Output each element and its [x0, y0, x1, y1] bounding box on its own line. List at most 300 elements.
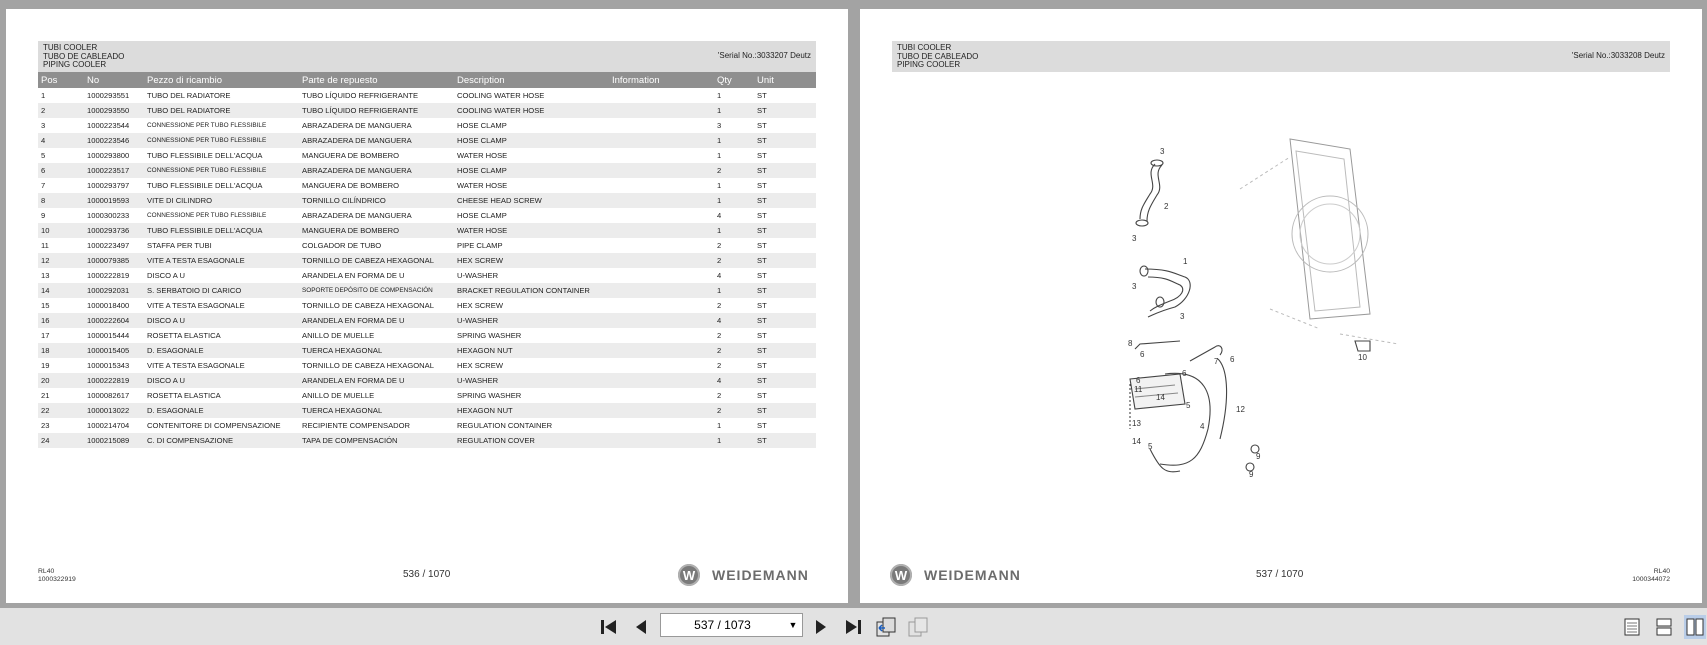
first-page-icon [600, 619, 618, 635]
two-page-view-button[interactable] [1684, 615, 1706, 639]
callout-label: 6 [1136, 376, 1141, 385]
table-cell: D. ESAGONALE [144, 403, 299, 418]
table-cell: VITE DI CILINDRO [144, 193, 299, 208]
table-row [38, 418, 816, 433]
table-cell [609, 268, 714, 283]
table-row [38, 373, 816, 388]
table-cell: 24 [38, 433, 84, 448]
table-cell: 1 [714, 223, 754, 238]
table-cell: 16 [38, 313, 84, 328]
table-cell: ST [757, 151, 767, 160]
table-cell: PIPE CLAMP [457, 241, 503, 250]
column-header: Pos [38, 72, 84, 88]
forward-view-button[interactable] [906, 615, 930, 639]
table-row [38, 193, 816, 208]
table-cell: TUERCA HEXAGONAL [299, 403, 454, 418]
prev-page-button[interactable] [632, 617, 650, 637]
table-cell: CHEESE HEAD SCREW [454, 193, 609, 208]
callout-label: 5 [1186, 401, 1191, 410]
callout-label: 12 [1236, 405, 1245, 414]
table-cell: ST [754, 193, 816, 208]
serial-number: 'Serial No.:3033207 Deutz [717, 51, 811, 60]
prev-page-icon [634, 619, 648, 635]
back-view-button[interactable] [874, 615, 898, 639]
table-cell: VITE A TESTA ESAGONALE [147, 361, 245, 370]
table-row [38, 433, 816, 448]
brand-name: WEIDEMANN [712, 567, 809, 583]
header-title-en: PIPING COOLER [43, 60, 107, 69]
table-cell: 22 [38, 403, 84, 418]
table-cell: CONNESSIONE PER TUBO FLESSIBILE [144, 133, 299, 148]
table-cell: ST [757, 361, 767, 370]
table-cell: MANGUERA DE BOMBERO [302, 181, 400, 190]
weidemann-logo-icon: W [890, 564, 912, 586]
table-cell: TORNILLO DE CABEZA HEXAGONAL [302, 301, 434, 310]
column-header: Unit [754, 72, 816, 88]
table-cell: TUBO LÍQUIDO REFRIGERANTE [302, 91, 419, 100]
table-row [38, 223, 816, 238]
table-cell: COOLING WATER HOSE [457, 91, 545, 100]
callout-label: 10 [1358, 353, 1367, 362]
column-header: Description [454, 72, 609, 88]
table-cell: 4 [717, 271, 722, 280]
table-cell: ABRAZADERA DE MANGUERA [299, 163, 454, 178]
table-cell: 1000223497 [87, 241, 130, 250]
chevron-down-icon[interactable]: ▼ [788, 620, 798, 630]
table-cell: CONTENITORE DI COMPENSAZIONE [147, 421, 281, 430]
table-cell: HEXAGON NUT [454, 343, 609, 358]
table-row [38, 283, 816, 298]
column-header: No [84, 72, 144, 88]
table-cell: COOLING WATER HOSE [454, 103, 609, 118]
table-cell: VITE A TESTA ESAGONALE [144, 253, 299, 268]
table-cell: HOSE CLAMP [454, 163, 609, 178]
table-cell [609, 298, 714, 313]
table-cell: 2 [717, 331, 722, 340]
callout-label: 5 [1148, 442, 1153, 451]
table-cell: 4 [714, 373, 754, 388]
header-title-it: TUBI COOLER [43, 43, 98, 52]
table-cell: RECIPIENTE COMPENSADOR [302, 421, 411, 430]
table-cell [609, 148, 714, 163]
serial-number: 'Serial No.:3033208 Deutz [1571, 51, 1665, 60]
table-cell: 4 [38, 133, 84, 148]
table-cell: 18 [38, 343, 84, 358]
table-cell: 1000293551 [87, 91, 130, 100]
table-cell: 4 [717, 211, 722, 220]
table-cell: REGULATION COVER [454, 433, 609, 448]
exploded-diagram [1120, 129, 1420, 539]
table-cell: 2 [717, 391, 722, 400]
table-cell [609, 163, 714, 178]
table-cell: 23 [41, 421, 50, 430]
table-cell: TUBO FLESSIBILE DELL'ACQUA [144, 223, 299, 238]
table-cell: 2 [38, 103, 84, 118]
table-cell: ST [757, 391, 767, 400]
table-cell [609, 418, 714, 433]
two-page-icon [1686, 618, 1704, 636]
column-header: Qty [714, 72, 754, 88]
table-cell [609, 208, 714, 223]
table-cell: 1000082617 [87, 391, 130, 400]
column-header: Information [609, 72, 714, 88]
callout-label: 6 [1230, 355, 1235, 364]
table-row [38, 178, 816, 193]
table-cell: 1000214704 [87, 421, 130, 430]
column-header: Pezzo di ricambio [144, 72, 299, 88]
table-cell: 2 [714, 403, 754, 418]
doc-number: 1000344072 [1632, 576, 1670, 583]
table-cell: 2 [717, 241, 722, 250]
hose-5 [1150, 449, 1180, 472]
last-page-button[interactable] [842, 617, 864, 637]
page-number-value: 537 / 1073 [694, 618, 751, 632]
table-cell: DISCO A U [144, 313, 299, 328]
table-cell [609, 388, 714, 403]
table-cell: 14 [38, 283, 84, 298]
table-cell: C. DI COMPENSAZIONE [144, 433, 299, 448]
table-cell: 1000222819 [87, 271, 130, 280]
table-cell: HEX SCREW [454, 253, 609, 268]
table-cell: ARANDELA EN FORMA DE U [299, 313, 454, 328]
table-cell: HOSE CLAMP [454, 133, 609, 148]
table-cell: 13 [41, 271, 50, 280]
right-page [860, 9, 1702, 603]
callout-label: 13 [1132, 419, 1141, 428]
table-cell: SPRING WASHER [457, 331, 522, 340]
table-row [38, 388, 816, 403]
table-cell: 1000223517 [84, 163, 144, 178]
table-cell: 4 [714, 313, 754, 328]
callout-label: 1 [1183, 257, 1188, 266]
table-cell: ST [754, 223, 816, 238]
table-cell: 1000293797 [87, 181, 130, 190]
table-row [38, 358, 816, 373]
table-cell: 1000222604 [84, 313, 144, 328]
table-cell: TORNILLO DE CABEZA HEXAGONAL [299, 253, 454, 268]
table-cell: S. SERBATOIO DI CARICO [144, 283, 299, 298]
table-cell: 1000215089 [84, 433, 144, 448]
table-cell: 17 [41, 331, 50, 340]
table-cell: ANILLO DE MUELLE [302, 391, 375, 400]
table-cell: 1000015444 [87, 331, 130, 340]
header-title-es: TUBO DE CABLEADO [43, 51, 125, 61]
model-code: RL40 [1653, 568, 1670, 575]
next-page-button[interactable] [812, 617, 830, 637]
table-header-row [38, 72, 816, 88]
table-cell [609, 193, 714, 208]
table-cell: 19 [41, 361, 50, 370]
table-cell: ST [757, 331, 767, 340]
table-cell: ROSETTA ELASTICA [147, 331, 221, 340]
continuous-view-button[interactable] [1654, 617, 1674, 637]
table-cell: 2 [714, 163, 754, 178]
weidemann-logo-icon: W [678, 564, 700, 586]
table-row [38, 328, 816, 343]
table-cell: ST [754, 433, 816, 448]
table-cell: 1000293800 [87, 151, 130, 160]
table-cell: ROSETTA ELASTICA [147, 391, 221, 400]
table-row [38, 118, 816, 133]
column-header: Parte de repuesto [299, 72, 454, 88]
table-cell: 1 [717, 151, 722, 160]
callout-label: 8 [1128, 339, 1133, 348]
table-cell [609, 133, 714, 148]
page-number: 536 / 1070 [403, 569, 451, 580]
table-cell: ST [757, 421, 767, 430]
callout-label: 3 [1132, 282, 1137, 291]
table-cell [609, 373, 714, 388]
header-title-it: TUBI COOLER [897, 43, 952, 52]
table-cell: ABRAZADERA DE MANGUERA [302, 211, 412, 220]
page-header [892, 41, 1670, 72]
table-cell: 2 [717, 361, 722, 370]
table-cell: 15 [41, 301, 50, 310]
model-code: RL40 [38, 568, 55, 575]
table-cell: WATER HOSE [454, 223, 609, 238]
callout-label: 2 [1164, 202, 1169, 211]
table-cell: 1 [714, 193, 754, 208]
table-cell: TUBO LÍQUIDO REFRIGERANTE [299, 103, 454, 118]
table-cell: 1000223544 [87, 121, 130, 130]
single-page-view-button[interactable] [1622, 617, 1642, 637]
table-cell [609, 178, 714, 193]
table-cell: 9 [41, 211, 46, 220]
table-cell: TORNILLO CILÍNDRICO [299, 193, 454, 208]
table-cell: ANILLO DE MUELLE [302, 331, 375, 340]
table-cell: HEX SCREW [457, 301, 503, 310]
table-row [38, 253, 816, 268]
table-cell: 3 [41, 121, 46, 130]
table-cell: 1000079385 [84, 253, 144, 268]
callout-label: 14 [1132, 437, 1141, 446]
table-row [38, 208, 816, 223]
callout-label: 9 [1249, 470, 1254, 479]
table-cell: 1 [714, 103, 754, 118]
next-page-icon [814, 619, 828, 635]
table-row [38, 313, 816, 328]
table-cell: 7 [41, 181, 46, 190]
weidemann-logo [678, 564, 809, 586]
table-cell: DISCO A U [147, 271, 185, 280]
table-cell [609, 238, 714, 253]
table-cell: ST [757, 91, 767, 100]
table-cell: ST [754, 133, 816, 148]
table-cell: SPRING WASHER [457, 391, 522, 400]
callout-label: 6 [1140, 350, 1145, 359]
table-cell: HEX SCREW [457, 361, 503, 370]
last-page-icon [844, 619, 862, 635]
table-cell: 1000015405 [84, 343, 144, 358]
left-page [6, 9, 848, 603]
table-cell [609, 313, 714, 328]
table-cell: TUBO DEL RADIATORE [144, 103, 299, 118]
table-cell: 1000293736 [84, 223, 144, 238]
table-row [38, 103, 816, 118]
page-number: 537 / 1070 [1256, 569, 1304, 580]
table-cell: ABRAZADERA DE MANGUERA [302, 121, 412, 130]
table-cell: D. ESAGONALE [144, 343, 299, 358]
table-cell: ST [754, 283, 816, 298]
table-cell: 1000293550 [84, 103, 144, 118]
table-cell [609, 343, 714, 358]
single-page-icon [1624, 618, 1640, 636]
table-body [38, 88, 816, 448]
table-cell: ST [754, 163, 816, 178]
table-cell: 1 [41, 91, 46, 100]
table-cell [609, 328, 714, 343]
callout-label: 3 [1132, 234, 1137, 243]
table-cell: ARANDELA EN FORMA DE U [302, 271, 405, 280]
weidemann-logo [890, 564, 1021, 586]
table-cell: HOSE CLAMP [457, 211, 507, 220]
page-number-field[interactable] [660, 613, 803, 637]
bracket-10 [1355, 341, 1370, 351]
table-cell: ST [754, 403, 816, 418]
table-cell: HEXAGON NUT [454, 403, 609, 418]
table-cell [609, 253, 714, 268]
table-cell: CONNESSIONE PER TUBO FLESSIBILE [147, 122, 267, 129]
table-cell: 10 [38, 223, 84, 238]
footer-code [38, 568, 76, 584]
callout-label: 3 [1180, 312, 1185, 321]
table-cell: 2 [714, 343, 754, 358]
table-cell: 12 [38, 253, 84, 268]
table-cell: MANGUERA DE BOMBERO [302, 151, 400, 160]
table-cell [609, 283, 714, 298]
table-row [38, 343, 816, 358]
table-cell: TUBO FLESSIBILE DELL'ACQUA [147, 151, 263, 160]
table-cell: DISCO A U [144, 373, 299, 388]
table-cell: ST [757, 181, 767, 190]
table-cell: HOSE CLAMP [457, 121, 507, 130]
table-cell: ARANDELA EN FORMA DE U [299, 373, 454, 388]
table-cell: U-WASHER [454, 373, 609, 388]
table-cell: COLGADOR DE TUBO [302, 241, 382, 250]
table-cell: WATER HOSE [457, 151, 508, 160]
callout-label: 6 [1182, 369, 1187, 378]
table-cell: TORNILLO DE CABEZA HEXAGONAL [302, 361, 434, 370]
forward-view-icon [907, 616, 929, 638]
table-cell: 5 [41, 151, 46, 160]
table-cell [609, 358, 714, 373]
table-cell: TUERCA HEXAGONAL [299, 343, 454, 358]
callout-label: 14 [1156, 393, 1165, 402]
table-cell: ST [754, 373, 816, 388]
table-row [38, 163, 816, 178]
continuous-icon [1656, 618, 1672, 636]
table-cell: TUBO DEL RADIATORE [147, 91, 231, 100]
table-cell: 8 [38, 193, 84, 208]
table-cell: U-WASHER [454, 313, 609, 328]
table-cell: REGULATION CONTAINER [457, 421, 553, 430]
table-cell [609, 433, 714, 448]
table-cell: 1000292031 [84, 283, 144, 298]
table-cell: ST [757, 121, 767, 130]
hose-8 [1135, 341, 1180, 349]
table-cell: 20 [38, 373, 84, 388]
table-cell: ST [754, 253, 816, 268]
table-cell: 1 [714, 433, 754, 448]
viewer-toolbar [0, 608, 1707, 645]
table-cell: ST [754, 343, 816, 358]
table-cell: ST [757, 241, 767, 250]
header-title-en: PIPING COOLER [897, 60, 961, 69]
callout-label: 9 [1256, 452, 1261, 461]
table-cell: 1000019593 [84, 193, 144, 208]
table-cell: 2 [717, 301, 722, 310]
table-row [38, 88, 816, 103]
table-row [38, 148, 816, 163]
table-cell: VITE A TESTA ESAGONALE [147, 301, 245, 310]
table-cell: 1 [714, 133, 754, 148]
table-cell: STAFFA PER TUBI [147, 241, 212, 250]
table-cell: 1 [717, 91, 722, 100]
table-cell: 21 [41, 391, 50, 400]
table-cell: 1000222819 [84, 373, 144, 388]
table-cell: ST [754, 313, 816, 328]
table-cell [609, 403, 714, 418]
table-cell: 1 [717, 421, 722, 430]
table-cell [609, 223, 714, 238]
table-cell: ST [757, 301, 767, 310]
callout-label: 11 [1134, 385, 1143, 394]
hose-12 [1218, 359, 1227, 439]
table-cell: ST [757, 211, 767, 220]
table-cell: U-WASHER [457, 271, 499, 280]
table-cell: 2 [714, 253, 754, 268]
callout-label: 4 [1200, 422, 1205, 431]
table-cell: 11 [41, 241, 49, 250]
table-cell [609, 103, 714, 118]
table-cell: TUBO FLESSIBILE DELL'ACQUA [147, 181, 263, 190]
table-cell: 1000015343 [87, 361, 130, 370]
table-cell: ST [757, 271, 767, 280]
table-cell: ST [754, 103, 816, 118]
table-cell: 1 [714, 283, 754, 298]
table-cell [609, 118, 714, 133]
header-title-es: TUBO DE CABLEADO [897, 51, 979, 61]
table-cell: SOPORTE DEPÓSITO DE COMPENSACIÓN [299, 283, 454, 298]
table-cell: 3 [717, 121, 722, 130]
table-row [38, 403, 816, 418]
footer-code [1632, 568, 1670, 584]
table-cell: TAPA DE COMPENSACIÓN [299, 433, 454, 448]
doc-number: 1000322919 [38, 576, 76, 583]
table-cell: ABRAZADERA DE MANGUERA [299, 133, 454, 148]
table-cell: 1000013022 [84, 403, 144, 418]
table-cell: 1000300233 [87, 211, 130, 220]
parts-table [38, 72, 816, 448]
callout-label: 7 [1214, 357, 1219, 366]
callout-label: 3 [1160, 147, 1165, 156]
hose-2 [1140, 164, 1155, 219]
brand-name: WEIDEMANN [924, 567, 1021, 583]
table-cell: MANGUERA DE BOMBERO [299, 223, 454, 238]
table-cell: WATER HOSE [457, 181, 508, 190]
page-header [38, 41, 816, 72]
table-cell: CONNESSIONE PER TUBO FLESSIBILE [147, 212, 267, 219]
table-cell: 1000223546 [84, 133, 144, 148]
back-view-icon [875, 616, 897, 638]
table-row [38, 268, 816, 283]
first-page-button[interactable] [598, 617, 620, 637]
table-row [38, 238, 816, 253]
table-row [38, 133, 816, 148]
table-cell [609, 88, 714, 103]
table-cell: 6 [38, 163, 84, 178]
table-cell: CONNESSIONE PER TUBO FLESSIBILE [144, 163, 299, 178]
